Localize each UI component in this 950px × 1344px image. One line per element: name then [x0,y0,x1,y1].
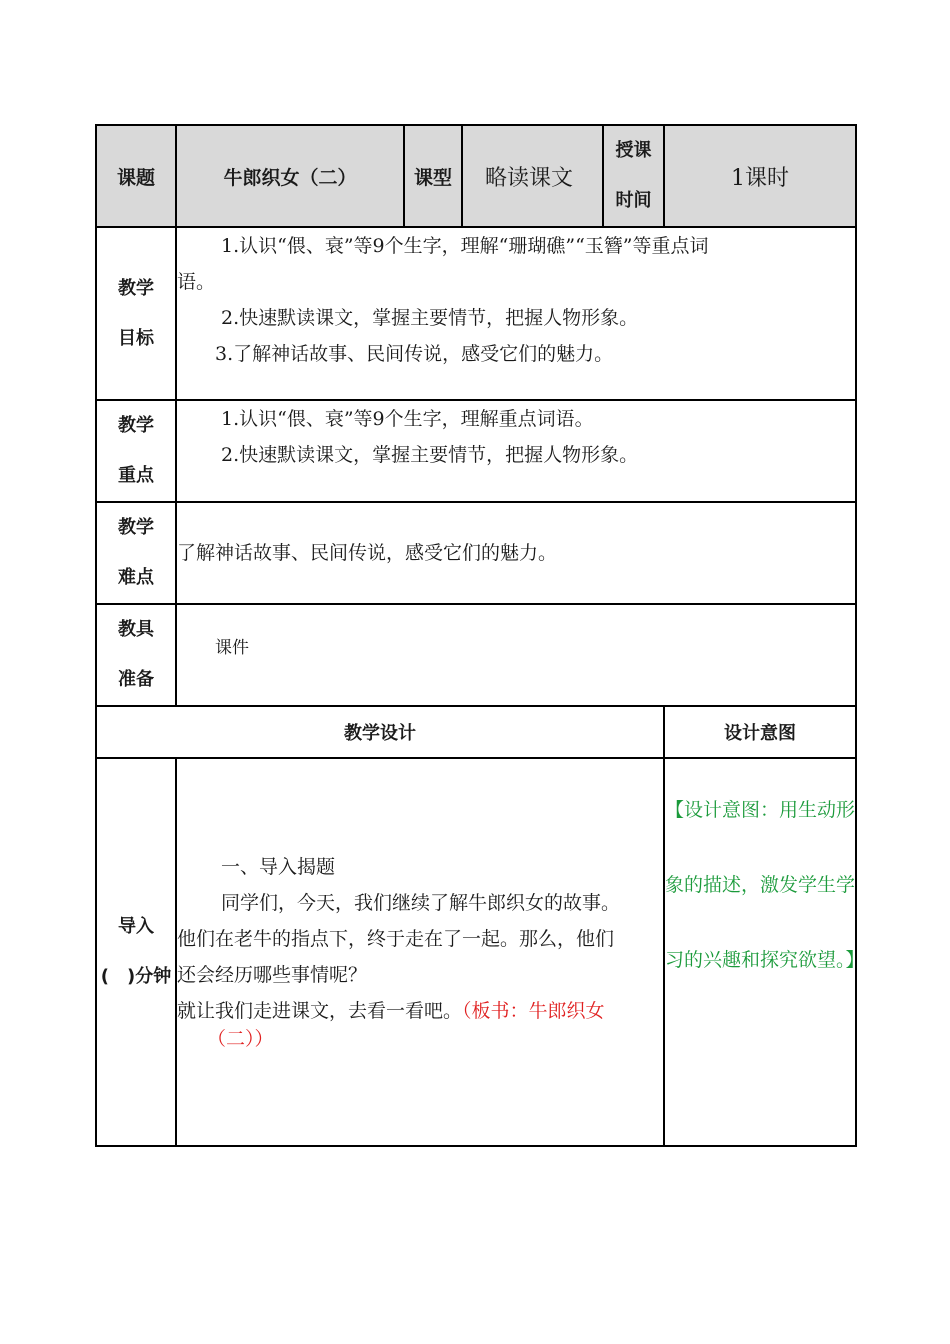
objectives-row [96,227,856,400]
objectives-label-line2: 目标 [118,327,154,349]
keypoints-label-line2: 重点 [118,465,154,486]
tools-label [96,604,176,706]
objective-1b: 语。 [177,271,216,293]
intro-p1: 同学们，今天，我们继续了解牛郎织女的故事。 [221,892,621,914]
intro-p4: 就让我们走进课文，去看一看吧。 [177,1000,463,1022]
time-value: 1课时 [664,125,856,227]
intro-content [176,758,664,1146]
lesson-plan-table [95,124,865,1147]
time-label-line1: 授课 [615,140,652,161]
board-note-a: （板书：牛郎织女 [462,1000,605,1022]
difficulties-content: 了解神话故事、民间传说，感受它们的魅力。 [176,502,856,604]
objective-1a: 1.认识“偎、衰”等9个生字，理解“珊瑚礁”“玉簪”等重点词 [221,235,709,257]
difficulties-label-line2: 难点 [118,567,154,588]
time-label [603,125,664,227]
tools-label-line2: 准备 [118,669,154,690]
time-label-line2: 时间 [615,190,652,211]
intro-label-line1: 导入 [118,916,154,937]
tools-content: 课件 [176,604,856,706]
tools-row [96,604,856,706]
difficulties-label-line1: 教学 [118,517,154,538]
keypoints-content [176,400,856,502]
intro-p3: 还会经历哪些事情呢？ [177,964,368,986]
intro-p2: 他们在老牛的指点下，终于走在了一起。那么，他们 [177,928,615,950]
intro-row [96,758,856,1146]
intro-heading: 一、导入揭题 [221,856,336,878]
design-header-row [96,706,856,758]
intro-p4-line [177,993,663,1029]
objectives-label [96,227,176,400]
objectives-content [176,227,856,400]
difficulties-label [96,502,176,604]
difficulties-row [96,502,856,604]
intro-label [96,758,176,1146]
keypoint-1: 1.认识“偎、衰”等9个生字，理解重点词语。 [221,408,594,430]
header-row [96,125,856,227]
intro-design-intent [664,758,865,1146]
keypoints-label-line1: 教学 [118,415,154,436]
objective-3: 3.了解神话故事、民间传说，感受它们的魅力。 [215,343,614,365]
objectives-label-line1: 教学 [118,277,154,299]
design-header-left: 教学设计 [96,706,664,758]
objective-2: 2.快速默读课文，掌握主要情节，把握人物形象。 [221,307,639,329]
keypoint-2: 2.快速默读课文，掌握主要情节，把握人物形象。 [221,444,639,466]
type-value: 略读课文 [462,125,603,227]
keypoints-row [96,400,856,502]
board-note-b: （二）） [207,1028,274,1050]
intro-label-line2: ( )分钟 [100,966,172,987]
topic-value: 牛郎织女（二） [176,125,404,227]
type-label: 课型 [404,125,462,227]
design-intent-text: 【设计意图：用生动形象的描述，激发学生学习的兴趣和探究欲望。】 [665,799,865,971]
design-header-right: 设计意图 [664,706,856,758]
tools-label-line1: 教具 [118,619,154,640]
topic-label: 课题 [96,125,176,227]
keypoints-label [96,400,176,502]
